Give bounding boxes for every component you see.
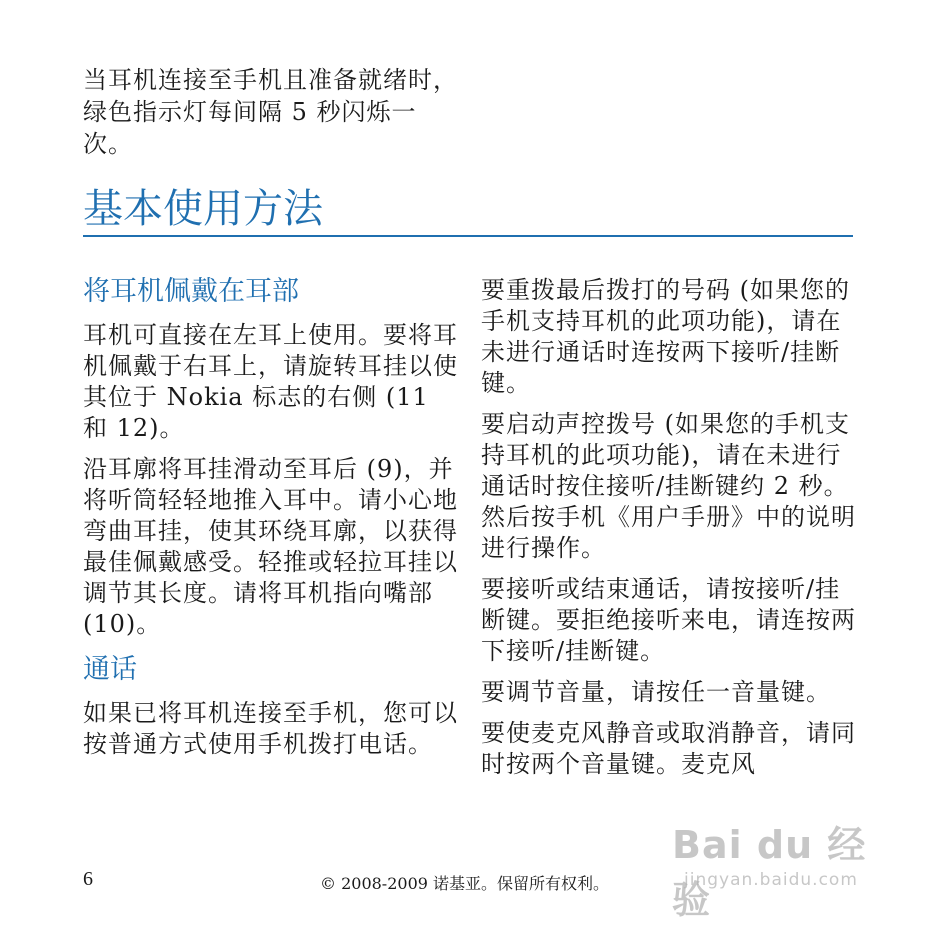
call-paragraph: 如果已将耳机连接至手机，您可以按普通方式使用手机拨打电话。 [83,699,458,758]
page-number: 6 [83,868,93,890]
title-divider [83,235,853,237]
wear-heading: 将耳机佩戴在耳部 [83,276,299,307]
redial-paragraph: 要重拨最后拨打的号码 (如果您的手机支持耳机的此项功能)，请在未进行通话时连按两下接听/挂断键。 [481,276,850,397]
wear-paragraph-2: 沿耳廓将耳挂滑动至耳后 (9)，并将听筒轻轻地推入耳中。请小心地弯曲耳挂，使其环绕耳廓，以获得最佳佩戴感受。轻推或轻拉耳挂以调节其长度。请将耳机指向嘴部 (10)。 [83,455,458,638]
volume-paragraph: 要调节音量，请按任一音量键。 [481,678,831,706]
section-title: 基本使用方法 [83,186,323,232]
intro-paragraph: 当耳机连接至手机且准备就绪时，绿色指示灯每间隔 5 秒闪烁一次。 [83,66,458,158]
watermark-url: jingyan.baidu.com [684,870,858,890]
call-heading: 通话 [83,654,137,685]
right-column [481,275,856,790]
watermark-logo: Bai du 经验 [672,823,867,922]
left-column [83,272,458,770]
baidu-watermark [672,812,872,922]
mute-paragraph: 要使麦克风静音或取消静音，请同时按两个音量键。麦克风 [481,719,856,778]
copyright-notice: © 2008-2009 诺基亚。保留所有权利。 [320,874,610,893]
answer-call-paragraph: 要接听或结束通话，请按接听/挂断键。要拒绝接听来电，请连按两下接听/挂断键。 [481,575,856,665]
voice-dial-paragraph: 要启动声控拨号 (如果您的手机支持耳机的此项功能)，请在未进行通话时按住接听/挂断键约 2 秒。然后按手机《用户手册》中的说明进行操作。 [481,410,856,562]
wear-paragraph-1: 耳机可直接在左耳上使用。要将耳机佩戴于右耳上，请旋转耳挂以使其位于 Nokia 标志的右侧 (11 和 12)。 [83,321,458,442]
